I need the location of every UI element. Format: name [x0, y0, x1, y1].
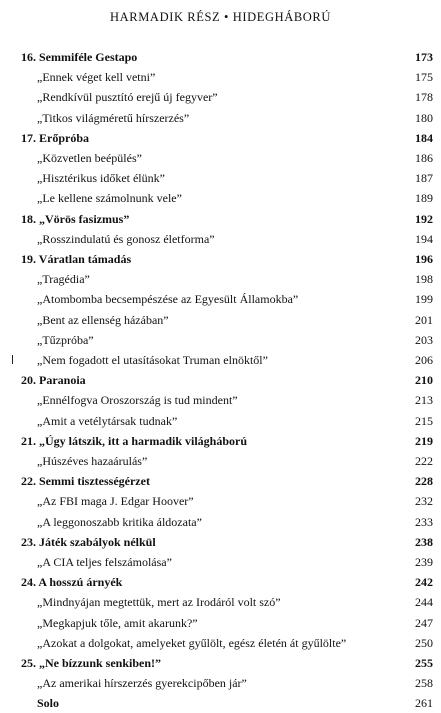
toc-entry-title: „Bent az ellenség házában”	[37, 312, 169, 327]
toc-section-row	[0, 673, 441, 693]
toc-page-number: 242	[415, 575, 433, 590]
toc-section-row	[0, 229, 441, 249]
toc-entry-title: 18. „Vörös fasizmus”	[21, 211, 130, 226]
toc-entry-title: 21. „Úgy látszik, itt a harmadik világháború	[21, 433, 248, 448]
toc-section-row	[0, 168, 441, 188]
toc-page-number: 228	[415, 474, 433, 489]
toc-page-number: 239	[415, 555, 433, 569]
toc-chapter-row	[0, 653, 441, 673]
toc-entry-title: 22. Semmi tisztességérzet	[21, 474, 150, 489]
toc-entry-title: 25. „Ne bízzunk senkiben!”	[21, 656, 162, 670]
toc-section-row	[0, 330, 441, 350]
toc-entry-title: „Hisztérikus időket élünk”	[37, 171, 165, 186]
toc-end-row	[0, 693, 441, 713]
toc-section-row	[0, 633, 441, 653]
toc-entry-title: „Titkos világméretű hírszerzés”	[37, 110, 190, 125]
toc-page-number: 206	[415, 353, 433, 367]
toc-section-row	[0, 512, 441, 532]
toc-section-row	[0, 67, 441, 87]
toc-section-row	[0, 491, 441, 511]
toc-section-row	[0, 350, 441, 370]
toc-section-row	[0, 411, 441, 431]
toc-page-number: 255	[415, 656, 433, 670]
toc-page-number: 219	[415, 433, 433, 448]
toc-entry-title: 20. Paranoia	[21, 373, 86, 388]
toc-entry-title: Solo	[37, 696, 60, 711]
toc-page-number: 180	[415, 110, 433, 125]
toc-page-number: 258	[415, 676, 433, 691]
toc-page-number: 184	[415, 130, 433, 145]
toc-section-row	[0, 148, 441, 168]
toc-section-row	[0, 87, 441, 107]
toc-page-number: 232	[415, 494, 433, 509]
toc-chapter-row	[0, 249, 441, 269]
toc-chapter-row	[0, 370, 441, 390]
toc-entry-title: „A CIA teljes felszámolása”	[37, 555, 172, 569]
toc-chapter-row	[0, 431, 441, 451]
toc-page-number: 199	[415, 292, 433, 307]
toc-section-row	[0, 451, 441, 471]
toc-page-number: 198	[415, 272, 433, 287]
toc-section-row	[0, 310, 441, 330]
toc-entry-title: „Ennélfogva Oroszország is tud mindent”	[37, 393, 238, 408]
toc-entry-title: 17. Erőpróba	[21, 130, 90, 145]
toc-section-row	[0, 108, 441, 128]
toc-page-number: 203	[415, 332, 433, 347]
toc-entry-title: „Rosszindulatú és gonosz életforma”	[37, 231, 215, 246]
toc-chapter-row	[0, 471, 441, 491]
toc-entry-title: „Nem fogadott el utasításokat Truman elnöktől”	[37, 353, 268, 367]
toc-entry-title: „Tragédia”	[37, 272, 90, 287]
toc-entry-title: „Közvetlen beépülés”	[37, 151, 142, 165]
toc-section-row	[0, 390, 441, 410]
toc-page-number: 201	[415, 312, 433, 327]
toc-section-row	[0, 552, 441, 572]
toc-page-number: 192	[415, 211, 433, 226]
toc-section-row	[0, 289, 441, 309]
running-header: HARMADIK RÉSZ • HIDEGHÁBORÚ	[110, 10, 331, 24]
toc-page-number: 213	[415, 393, 433, 408]
toc-section-row	[0, 269, 441, 289]
toc-page-number: 189	[415, 191, 433, 206]
toc-entry-title: „Rendkívül pusztító erejű új fegyver”	[37, 90, 218, 105]
margin-mark	[12, 355, 13, 364]
toc-page-number: 238	[415, 534, 433, 549]
toc-page-number: 250	[415, 635, 433, 650]
toc-entry-title: „Le kellene számolnunk vele”	[37, 191, 182, 206]
toc-page-number: 186	[415, 151, 433, 165]
toc-chapter-row	[0, 209, 441, 229]
toc-page-number: 247	[415, 615, 433, 630]
toc-page-number: 194	[415, 231, 433, 246]
toc-entry-title: „Amit a vetélytársak tudnak”	[37, 413, 178, 428]
toc-page-number: 196	[415, 252, 433, 266]
toc-entry-title: 16. Semmiféle Gestapo	[21, 50, 138, 64]
toc-page-number: 244	[415, 595, 433, 610]
toc-page-number: 261	[415, 696, 433, 711]
toc-entry-title: „Tűzpróba”	[37, 332, 94, 347]
toc-entry-title: „Atombomba becsempészése az Egyesült Államokba”	[37, 292, 299, 307]
toc-entry-title: „Ennek véget kell vetni”	[37, 70, 156, 85]
toc-page-number: 175	[415, 70, 433, 85]
toc-page-number: 215	[415, 413, 433, 428]
toc-entry-title: 24. A hosszú árnyék	[21, 575, 123, 590]
toc-page-number: 210	[415, 373, 433, 388]
toc-entry-title: „Húszéves hazaárulás”	[37, 454, 148, 468]
toc-page-number: 173	[415, 50, 433, 64]
toc-page-number: 187	[415, 171, 433, 186]
toc-entry-title: „Megkapjuk tőle, amit akarunk?”	[37, 615, 198, 630]
toc-page-number: 178	[415, 90, 433, 105]
toc-section-row	[0, 188, 441, 208]
toc-chapter-row	[0, 47, 441, 67]
toc-entry-title: „Az amerikai hírszerzés gyerekcipőben jár”	[37, 676, 247, 691]
toc-entry-title: „Mindnyájan megtettük, mert az Irodáról volt szó”	[37, 595, 281, 610]
toc-section-row	[0, 613, 441, 633]
toc-chapter-row	[0, 532, 441, 552]
toc-entry-title: 19. Váratlan támadás	[21, 252, 132, 266]
toc-page-number: 233	[415, 514, 433, 529]
toc-entry-title: 23. Játék szabályok nélkül	[21, 534, 156, 549]
toc-section-row	[0, 592, 441, 612]
toc-entry-title: „Az FBI maga J. Edgar Hoover”	[37, 494, 194, 509]
toc-entry-title: „Azokat a dolgokat, amelyeket gyűlölt, egész életén át gyűlölte”	[37, 635, 347, 650]
toc-chapter-row	[0, 128, 441, 148]
toc-page-number: 222	[415, 454, 433, 468]
toc-entry-title: „A leggonoszabb kritika áldozata”	[37, 514, 202, 529]
toc-chapter-row	[0, 572, 441, 592]
